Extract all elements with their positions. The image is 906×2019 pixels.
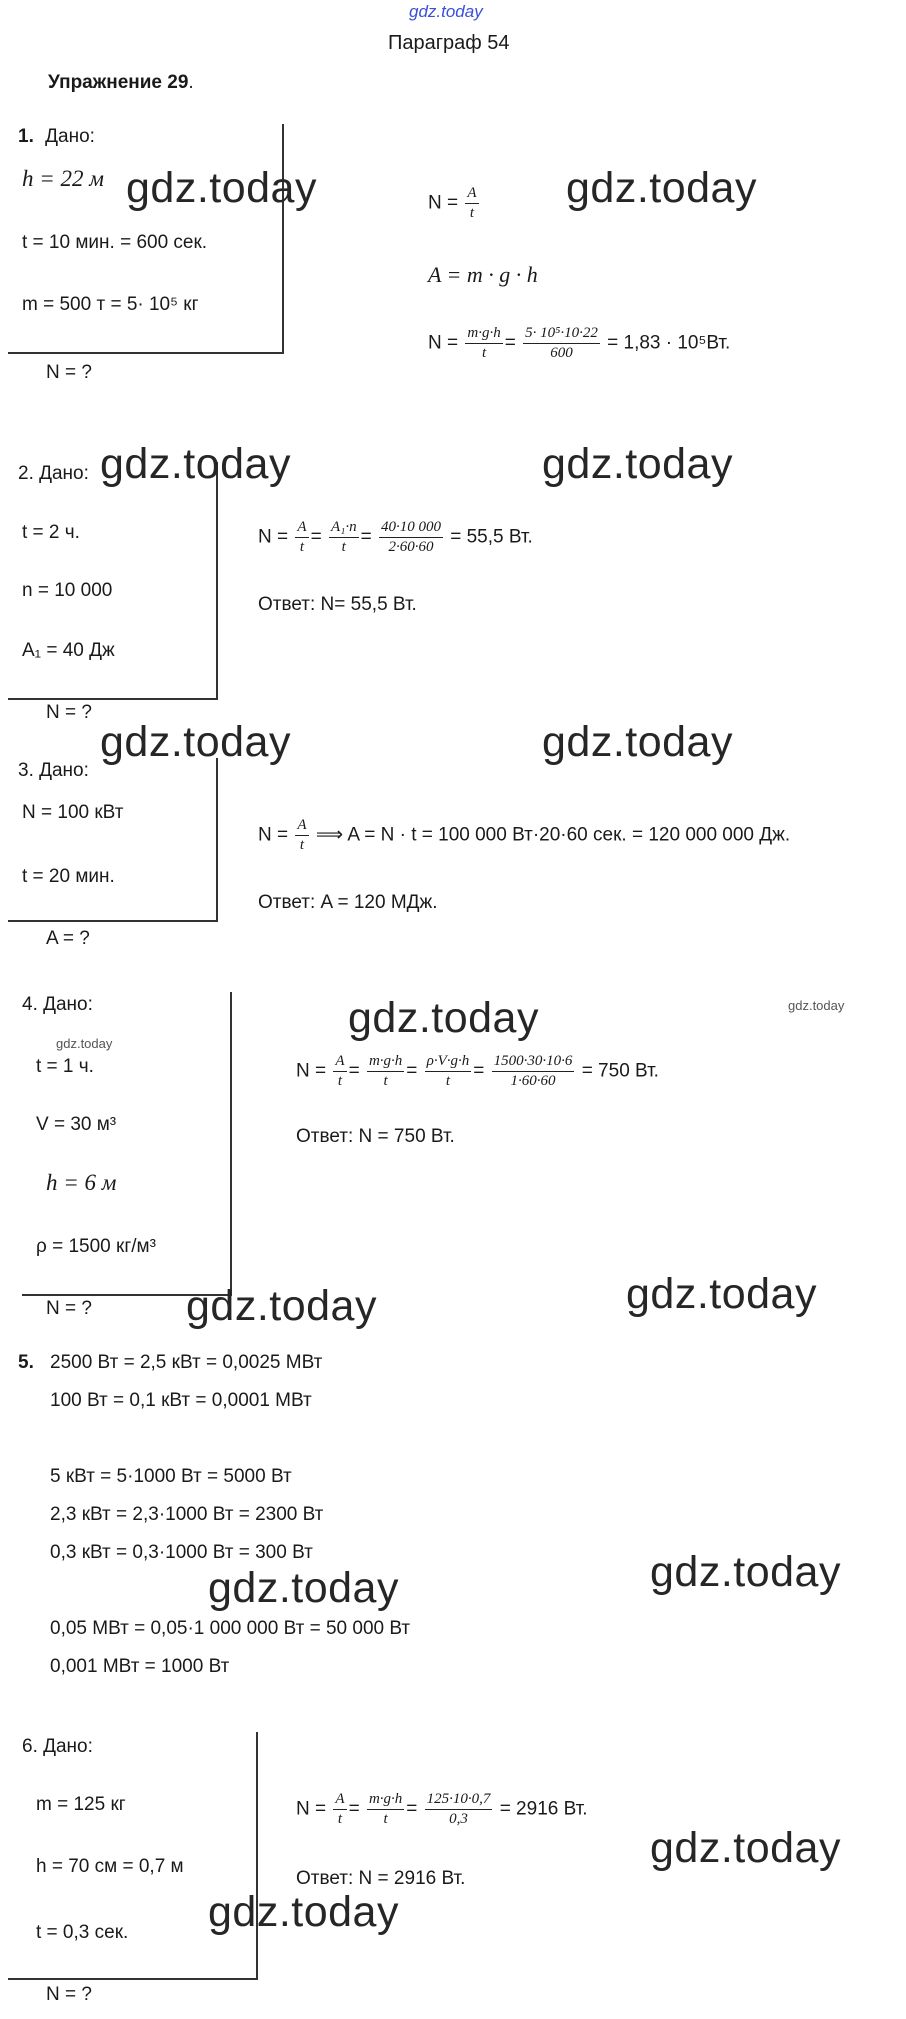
given-line: h = 6 м — [46, 1170, 117, 1195]
watermark: gdz.today — [626, 1270, 817, 1318]
formula-result: = 55,5 Вт. — [450, 526, 533, 548]
fraction-denominator: 600 — [550, 344, 573, 361]
fraction-numerator: 40·10 000 — [379, 518, 443, 538]
watermark: gdz.today — [208, 1564, 399, 1612]
formula-lhs: N = — [428, 332, 459, 354]
formula-lhs: N = — [258, 526, 289, 548]
formula-lhs: N = — [428, 192, 459, 214]
watermark: gdz.today — [650, 1824, 841, 1872]
watermark-small: gdz.today — [56, 1036, 113, 1051]
formula-calculation: N = $\frac{A}{t}$ = $\frac{m\cdot g\cdot h}{t}$ = $\frac{125\cdot 10\cdot 0,7}{0,3}$ = 2916 Вт. — [296, 1791, 588, 1827]
fraction — [367, 1790, 404, 1829]
watermark: gdz.today — [100, 718, 291, 766]
fraction — [523, 324, 600, 363]
find-line: N = ? — [46, 1984, 92, 2005]
given-line: n = 10 000 — [22, 580, 113, 601]
fraction-numerator: m·g·h — [367, 1790, 404, 1810]
fraction-denominator: t — [383, 1810, 388, 1827]
dano-label: Дано: — [45, 126, 95, 147]
given-divider-vertical — [216, 462, 218, 700]
given-divider-vertical — [256, 1732, 258, 1980]
fraction-denominator: 0,3 — [449, 1810, 468, 1827]
formula-calculation — [258, 816, 790, 855]
answer-line: Ответ: N = 750 Вт. — [296, 1126, 455, 1147]
equals-sign: = — [504, 332, 516, 354]
problem-number: 2. Дано: — [18, 463, 89, 484]
formula-work: A = m · g · h — [428, 262, 538, 287]
answer-line: Ответ: N = 2916 Вт. — [296, 1868, 466, 1889]
fraction-numerator: A — [295, 816, 308, 836]
fraction — [295, 816, 308, 855]
problem-number: 3. Дано: — [18, 760, 89, 781]
given-line: h = 22 м — [22, 166, 104, 191]
given-divider-horizontal — [8, 698, 218, 700]
formula-result: = 2916 Вт. — [499, 1798, 588, 1820]
formula-calculation — [428, 324, 730, 363]
find-line: N = ? — [46, 362, 92, 383]
watermark: gdz.today — [126, 164, 317, 212]
conversion-line: 2,3 кВт = 2,3·1000 Вт = 2300 Вт — [50, 1504, 324, 1525]
fraction-denominator: t — [469, 204, 475, 221]
fraction-numerator: m·g·h — [367, 1052, 404, 1072]
given-line: m = 125 кг — [36, 1794, 126, 1815]
given-divider-horizontal — [8, 352, 284, 354]
watermark-small: gdz.today — [788, 998, 845, 1013]
conversion-line: 0,001 МВт = 1000 Вт — [50, 1656, 230, 1677]
given-line: t = 1 ч. — [36, 1056, 94, 1077]
fraction — [367, 1052, 404, 1091]
exercise-dot: . — [188, 72, 194, 93]
fraction-denominator: t — [337, 1810, 343, 1827]
page-title: Параграф 54 — [388, 32, 510, 54]
formula-result: = 750 Вт. — [581, 1060, 659, 1082]
watermark: gdz.today — [542, 718, 733, 766]
fraction-denominator: t — [337, 1072, 343, 1089]
fraction-numerator: 1500·30·10·6 — [492, 1052, 575, 1072]
given-line: m = 500 т = 5· 10⁵ кг — [22, 294, 199, 315]
given-line: t = 0,3 сек. — [36, 1922, 129, 1943]
formula-calculation: N = $\frac{A}{t}$ = $\frac{m\cdot g\cdot h}{t}$ = $\frac{\rho\cdot V\cdot g\cdot h}{t}$ = $\frac{1500\cdot 30\cdot 10\cdot 6}{1\cdot 60\cdot 60}$ = 750 Вт. — [296, 1053, 659, 1089]
given-line: ρ = 1500 кг/м³ — [36, 1236, 156, 1257]
problem-number: 6. Дано: — [22, 1736, 93, 1757]
given-divider-horizontal — [8, 920, 218, 922]
given-line: V = 30 м³ — [36, 1114, 117, 1135]
given-line: t = 10 мин. = 600 сек. — [22, 232, 208, 253]
formula-result: = 1,83 · 10⁵Вт. — [607, 332, 731, 354]
watermark: gdz.today — [100, 440, 291, 488]
fraction-denominator: 1·60·60 — [510, 1072, 556, 1089]
fraction-denominator: t — [299, 836, 305, 853]
given-divider-vertical — [282, 124, 284, 354]
exercise-title — [48, 72, 194, 94]
fraction-denominator: t — [481, 344, 487, 361]
fraction-denominator: t — [299, 538, 305, 555]
problem-number: 4. Дано: — [22, 994, 93, 1015]
fraction-numerator: A₁·n — [329, 518, 359, 538]
fraction-denominator: 2·60·60 — [388, 538, 434, 555]
problem-num: 1. — [18, 126, 34, 147]
watermark: gdz.today — [348, 994, 539, 1042]
conversion-line: 100 Вт = 0,1 кВт = 0,0001 МВт — [50, 1390, 312, 1411]
given-divider-vertical — [230, 992, 232, 1296]
fraction-denominator: t — [445, 1072, 451, 1089]
fraction — [295, 518, 308, 557]
watermark: gdz.today — [566, 164, 757, 212]
formula-lhs: N = — [296, 1060, 327, 1082]
conversion-line: 5 кВт = 5·1000 Вт = 5000 Вт — [50, 1466, 292, 1487]
conversion-line: 2500 Вт = 2,5 кВт = 0,0025 МВт — [50, 1352, 323, 1373]
fraction — [379, 518, 443, 557]
problem-number — [18, 126, 95, 148]
given-divider-vertical — [216, 758, 218, 922]
watermark: gdz.today — [208, 1888, 399, 1936]
fraction — [329, 518, 359, 557]
answer-line: Ответ: N= 55,5 Вт. — [258, 594, 417, 615]
fraction-denominator: t — [341, 538, 346, 555]
fraction-numerator: A — [465, 184, 478, 204]
formula-lhs: N = — [296, 1798, 327, 1820]
formula-result: ⟹ A = N · t = 100 000 Вт·20·60 сек. = 120 000 000 Дж. — [315, 824, 791, 846]
fraction-numerator: 5· 10⁵·10·22 — [523, 324, 600, 344]
watermark: gdz.today — [542, 440, 733, 488]
find-line: N = ? — [46, 702, 92, 723]
exercise-label: Упражнение 29 — [48, 72, 189, 93]
fraction — [465, 184, 478, 223]
fraction-numerator: A — [295, 518, 308, 538]
fraction — [333, 1052, 346, 1091]
given-line: N = 100 кВт — [22, 802, 124, 823]
problem-number: 5. — [18, 1352, 34, 1373]
formula-lhs: N = — [258, 824, 289, 846]
find-line: N = ? — [46, 1298, 92, 1319]
given-line: t = 2 ч. — [22, 522, 80, 543]
find-line: A = ? — [46, 928, 90, 949]
conversion-line: 0,05 МВт = 0,05·1 000 000 Вт = 50 000 Вт — [50, 1618, 411, 1639]
fraction-numerator: ρ·V·g·h — [425, 1052, 472, 1072]
given-line: t = 20 мин. — [22, 866, 115, 887]
given-line: h = 70 см = 0,7 м — [36, 1856, 184, 1877]
fraction-numerator: m·g·h — [465, 324, 502, 344]
formula-calculation: N = $\frac{A}{t}$ = $\frac{\text{A₁·n}}{t}$ = $\frac{40\cdot 10 000}{2\cdot 60\cdot 60}$ = 55,5 Вт. — [258, 519, 533, 555]
fraction-numerator: A — [333, 1052, 346, 1072]
fraction-numerator: A — [333, 1790, 346, 1810]
fraction — [333, 1790, 346, 1829]
given-divider-horizontal — [8, 1978, 258, 1980]
fraction — [425, 1790, 493, 1829]
given-line: A₁ = 40 Дж — [22, 640, 115, 661]
fraction — [492, 1052, 575, 1091]
site-logo[interactable]: gdz.today — [409, 2, 483, 21]
formula-power — [428, 184, 481, 223]
watermark: gdz.today — [186, 1282, 377, 1330]
conversion-line: 0,3 кВт = 0,3·1000 Вт = 300 Вт — [50, 1542, 313, 1563]
fraction-denominator: t — [383, 1072, 388, 1089]
answer-line: Ответ: A = 120 МДж. — [258, 892, 438, 913]
fraction — [465, 324, 502, 363]
fraction-numerator: 125·10·0,7 — [425, 1790, 493, 1810]
watermark: gdz.today — [650, 1548, 841, 1596]
fraction — [425, 1052, 472, 1091]
